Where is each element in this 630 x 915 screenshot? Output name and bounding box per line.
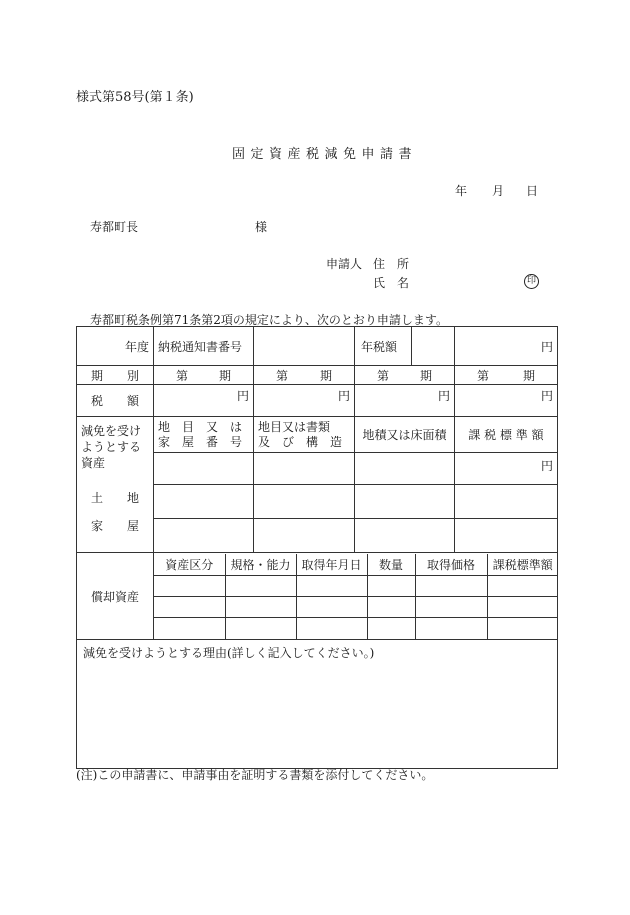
annual-tax-cell (355, 327, 455, 366)
tax-amount-input-2[interactable]: 円 (254, 385, 355, 417)
reason-label: 減免を受けようとする理由(詳しく記入してください。) (83, 646, 375, 660)
depreciable-row-3 (154, 618, 558, 639)
dep-header-date: 取得年月日 (296, 554, 367, 576)
depreciable-label: 償却資産 (77, 553, 154, 640)
tax-amount-input-4[interactable]: 円 (455, 385, 558, 417)
addressee-honorific: 様 (255, 220, 268, 234)
period-label: 期 別 (77, 366, 154, 385)
land-header-parcel: 地 目 又 は 家 屋 番 号 (154, 417, 254, 453)
tax-amount-input-1[interactable]: 円 (154, 385, 254, 417)
page-title: 固定資産税減免申請書 (232, 147, 418, 162)
dep-header-price: 取得価格 (415, 554, 487, 576)
tax-notice-label: 納税通知書番号 (154, 327, 254, 366)
date-year-label: 年 (455, 184, 468, 198)
period-cell-2[interactable]: 第 期 (254, 366, 355, 385)
intro-text: 寿都町税条例第71条第2項の規定により、次のとおり申請します。 (90, 313, 448, 327)
period-cell-3[interactable]: 第 期 (355, 366, 455, 385)
tax-notice-input[interactable] (254, 327, 355, 366)
depreciable-row-2 (154, 597, 558, 618)
period-cell-4[interactable]: 第 期 (455, 366, 558, 385)
form-number: 様式第58号(第１条) (76, 90, 194, 105)
land-header-row (77, 417, 558, 453)
reason-field[interactable] (77, 640, 558, 769)
period-row (77, 366, 558, 385)
seal-mark (524, 272, 539, 289)
depreciable-header-row (154, 554, 558, 576)
application-table (76, 326, 558, 769)
fiscal-year-cell[interactable]: 年度 (77, 327, 154, 366)
tax-amount-input-3[interactable]: 円 (355, 385, 455, 417)
dep-header-base: 課税標準額 (487, 554, 558, 576)
addressee-name: 寿都町長 (90, 220, 139, 234)
land-row-1: 円 (77, 453, 558, 485)
applicant-address-label: 住 所 (373, 257, 410, 271)
applicant-name-label: 氏 名 (373, 276, 410, 290)
land-header-area: 地積又は床面積 (355, 417, 455, 453)
period-cell-1[interactable]: 第 期 (154, 366, 254, 385)
dep-header-spec: 規格・能力 (225, 554, 296, 576)
depreciable-row-1 (154, 576, 558, 597)
land-header-base: 課 税 標 準 額 (455, 417, 558, 453)
depreciable-table (154, 554, 558, 639)
tax-amount-label: 税 額 (77, 385, 154, 417)
land-label: 土 地 (90, 491, 139, 505)
annual-tax-input[interactable]: 円 (455, 327, 558, 366)
applicant-label: 申請人 (326, 257, 363, 271)
dep-header-quantity: 数量 (367, 554, 415, 576)
tax-notice-row (77, 327, 558, 366)
house-label: 家 屋 (90, 519, 139, 533)
land-header-category: 地目又は書類 及 び 構 造 (254, 417, 355, 453)
date-day-label: 日 (526, 184, 539, 198)
footnote: (注)この申請書に、申請事由を証明する書類を添付してください。 (76, 768, 434, 782)
annual-tax-label: 年税額 (355, 327, 412, 365)
date-month-label: 月 (492, 184, 505, 198)
dep-header-category: 資産区分 (154, 554, 225, 576)
seal-icon: 印 (524, 274, 539, 289)
reason-row (77, 640, 558, 769)
depreciable-row (77, 553, 558, 640)
reduction-asset-label: 減免を受け ようとする 資産 土 地 家 屋 (77, 417, 154, 553)
tax-amount-row (77, 385, 558, 417)
